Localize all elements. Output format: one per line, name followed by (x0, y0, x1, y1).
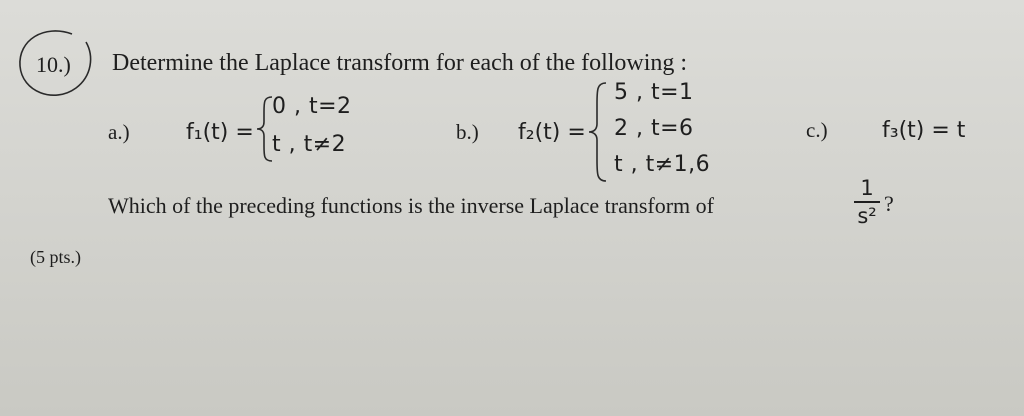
part-b-label: b.) (456, 120, 479, 144)
part-b-function: f₂(t) = (518, 120, 586, 145)
fraction-numerator: 1 (860, 176, 874, 200)
part-b-case-2: 2 , t=6 (614, 116, 694, 141)
part-a-label: a.) (108, 120, 130, 144)
fraction-one-over-s-squared (852, 176, 882, 228)
question-number: 10.) (36, 52, 71, 77)
question-mark: ? (884, 191, 894, 216)
instruction-text: Determine the Laplace transform for each of the following : (112, 50, 688, 76)
question-text: Which of the preceding functions is the inverse Laplace transform of (108, 193, 714, 218)
fraction-bar (854, 201, 880, 203)
part-a-case-2: t , t≠2 (272, 132, 347, 157)
part-c-label: c.) (806, 118, 828, 142)
part-b-brace (586, 80, 610, 184)
part-a-function: f₁(t) = (186, 120, 254, 145)
part-b-case-3: t , t≠1,6 (614, 152, 711, 177)
points-label: (5 pts.) (30, 247, 81, 267)
part-c-function: f₃(t) = t (882, 118, 966, 143)
fraction-denominator: s² (857, 204, 877, 228)
part-b-case-1: 5 , t=1 (614, 80, 694, 105)
part-a-case-1: 0 , t=2 (272, 94, 352, 119)
